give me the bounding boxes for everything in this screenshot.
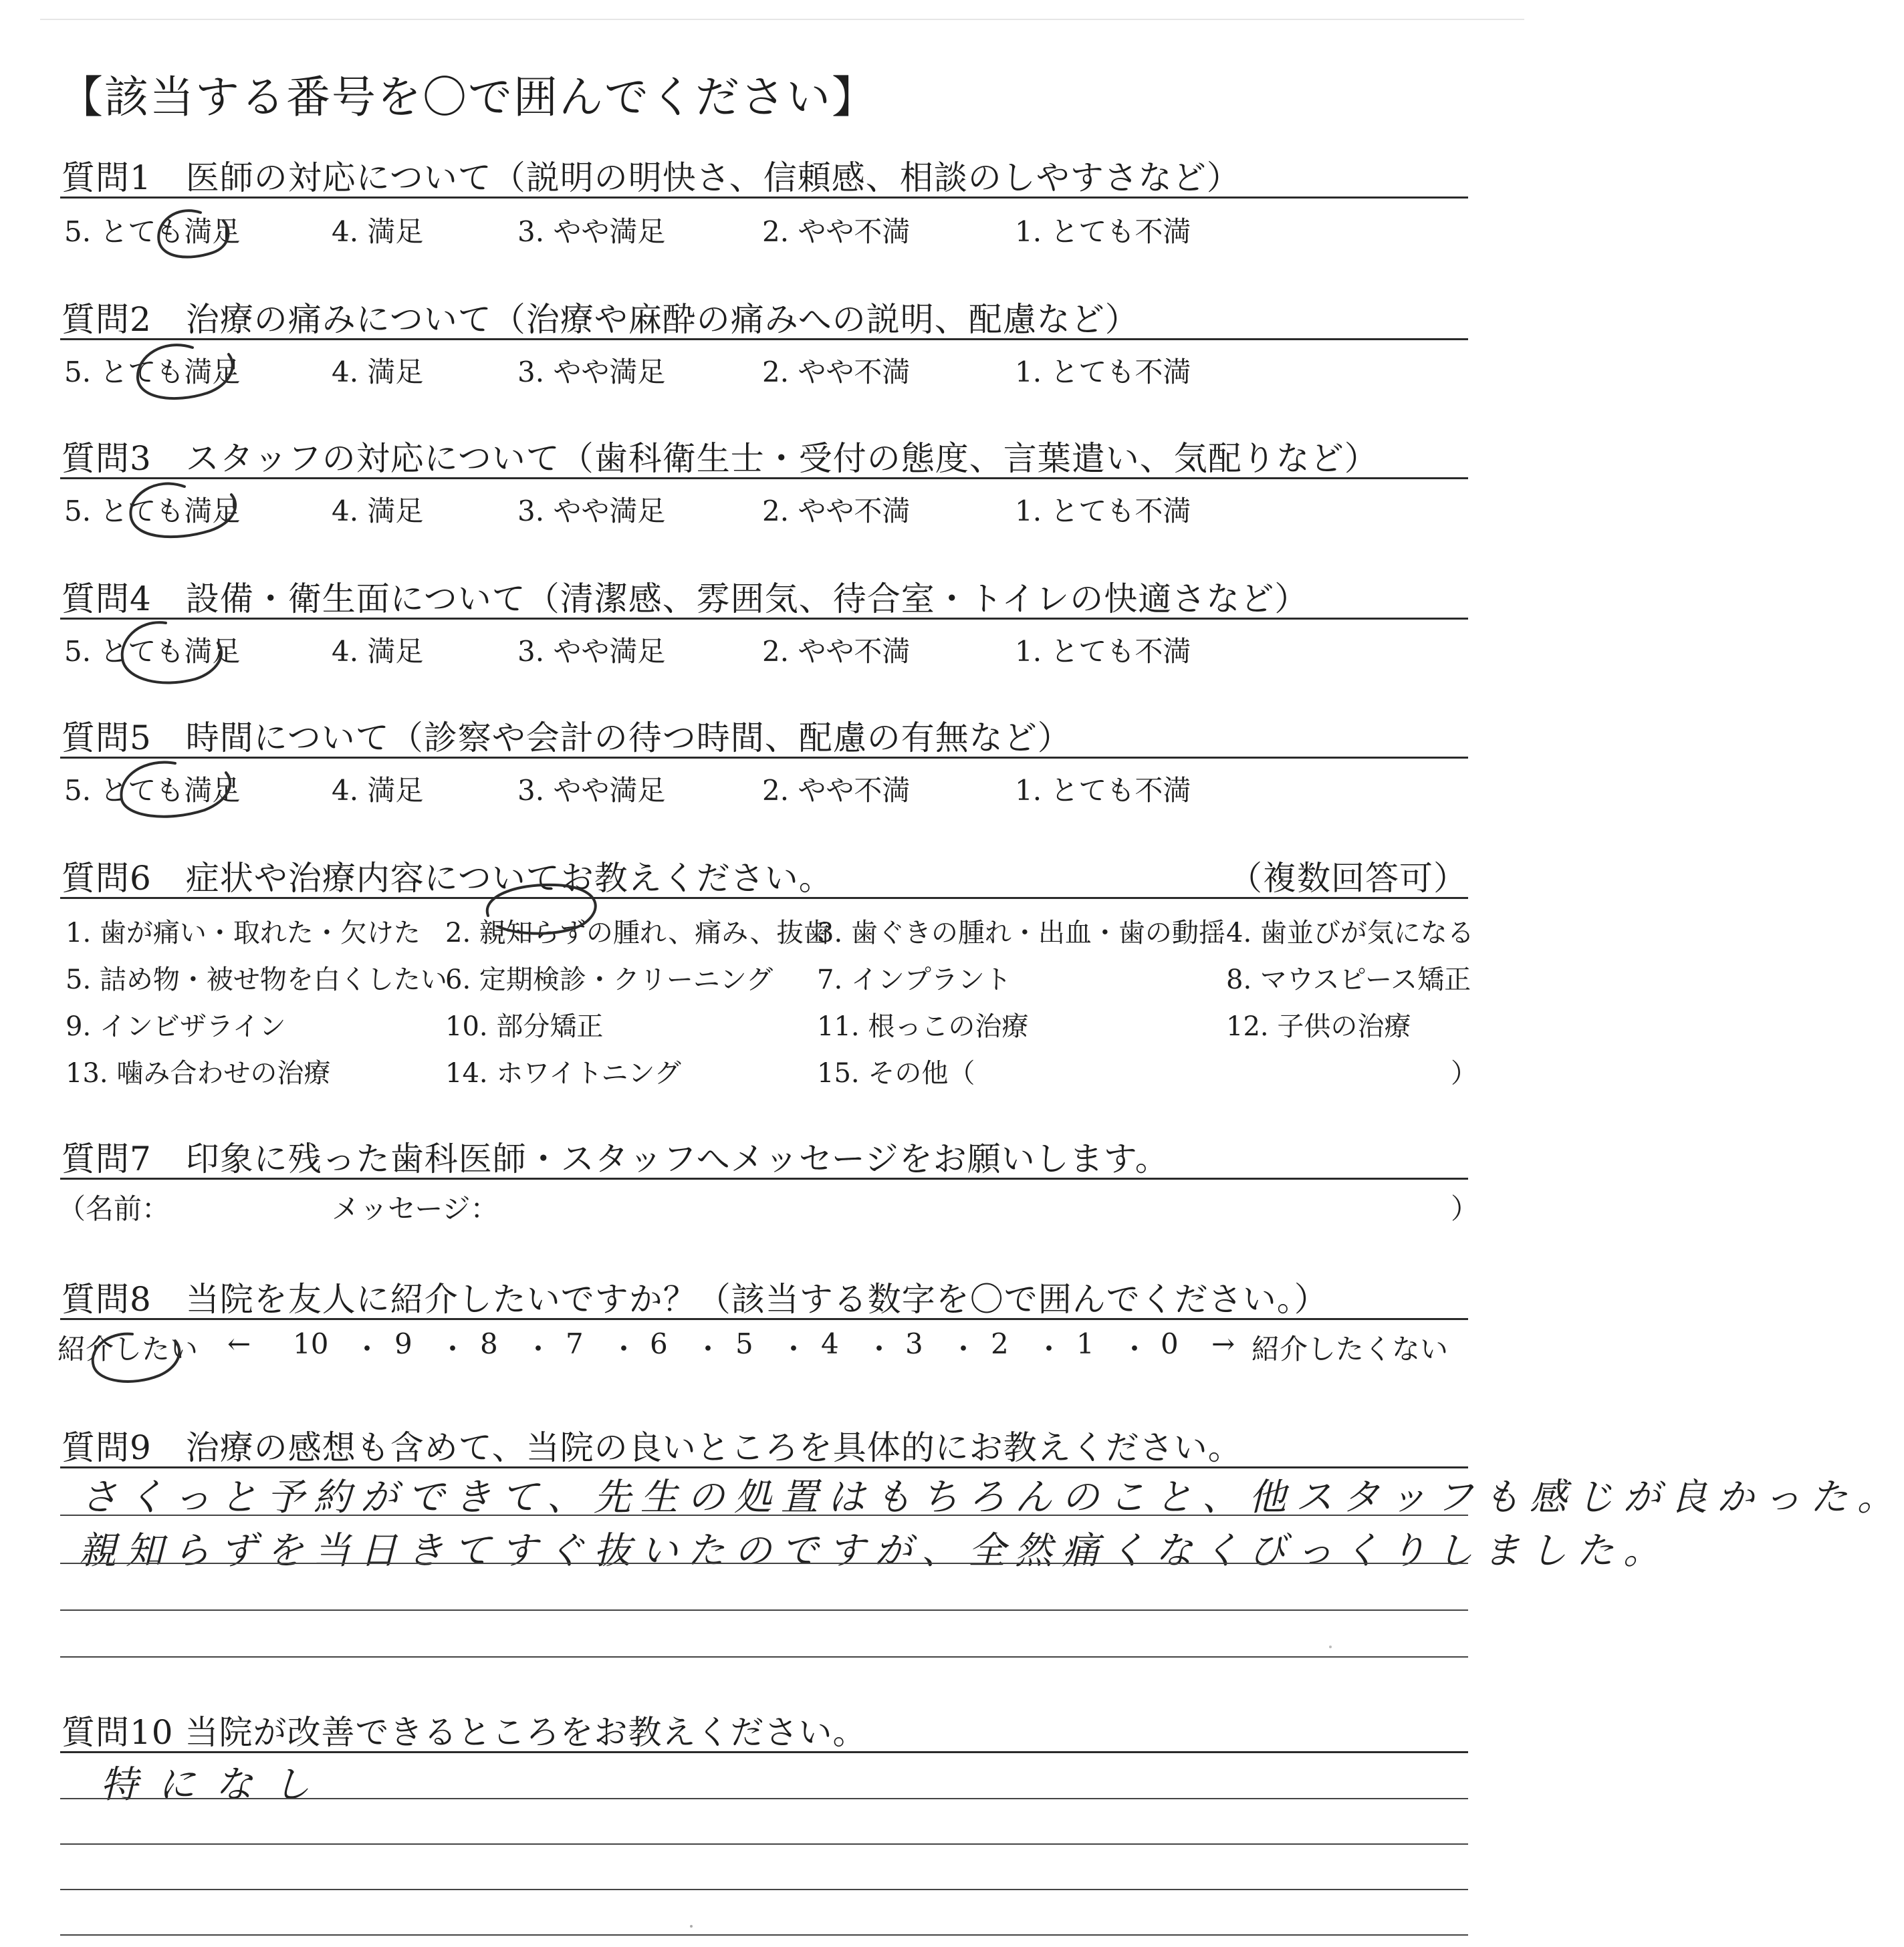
question-4-rule <box>60 618 1468 620</box>
q8-scale-dot: ・ <box>694 1333 723 1366</box>
q6-option-9[interactable]: 9. インビザライン <box>66 1011 286 1042</box>
q6-option-5[interactable]: 5. 詰め物・被せ物を白くしたい <box>66 964 447 995</box>
q8-left-arrow: ← <box>227 1327 251 1360</box>
q6-option-4[interactable]: 4. 歯並びが気になる <box>1226 918 1474 948</box>
scan-speck <box>690 1925 693 1928</box>
q3-option-1[interactable]: 1. とても不満 <box>1015 495 1191 527</box>
q4-option-5[interactable]: 5. とても満足 <box>64 635 241 668</box>
question-7-rule <box>60 1178 1468 1180</box>
q1-option-1[interactable]: 1. とても不満 <box>1015 215 1191 248</box>
q8-scale-dot: ・ <box>353 1333 382 1366</box>
q6-option-13[interactable]: 13. 噛み合わせの治療 <box>66 1058 331 1089</box>
q8-scale-9[interactable]: 9 <box>394 1327 412 1360</box>
q6-option-7[interactable]: 7. インプラント <box>817 964 1012 995</box>
q9-answer-line-2: 親知らずを当日きてすぐ抜いたのですが、全然痛くなくびっくりしました。 <box>79 1529 1670 1573</box>
q9-answer-rule <box>60 1656 1468 1658</box>
question-1-rule <box>60 197 1468 199</box>
q10-answer-rule <box>60 1798 1468 1799</box>
question-2-rule <box>60 338 1468 340</box>
q3-option-2[interactable]: 2. やや不満 <box>762 495 911 527</box>
q8-scale-dot: ・ <box>1120 1333 1149 1366</box>
q8-right-label[interactable]: 紹介したくない <box>1252 1333 1449 1366</box>
scan-speck <box>1329 1646 1332 1648</box>
question-4-label: 質問4 設備・衛生面について（清潔感、雰囲気、待合室・トイレの快適さなど） <box>62 579 1309 618</box>
q10-answer-rule <box>60 1843 1468 1845</box>
q5-option-4[interactable]: 4. 満足 <box>332 774 424 807</box>
page-title: 【該当する番号を〇で囲んでください】 <box>59 72 877 123</box>
q8-scale-dot: ・ <box>439 1333 467 1366</box>
q1-option-3[interactable]: 3. やや満足 <box>517 215 666 248</box>
q2-option-5[interactable]: 5. とても満足 <box>64 356 241 388</box>
q2-option-3[interactable]: 3. やや満足 <box>517 356 666 388</box>
q5-option-2[interactable]: 2. やや不満 <box>762 774 911 807</box>
q8-scale-6[interactable]: 6 <box>650 1327 668 1360</box>
q9-answer-rule <box>60 1563 1468 1564</box>
question-10-label: 質問10 当院が改善できるところをお教えください。 <box>62 1713 867 1752</box>
q1-option-5[interactable]: 5. とても満足 <box>64 215 241 248</box>
q10-answer-line-1: 特になし <box>100 1763 330 1807</box>
q8-scale-dot: ・ <box>865 1333 894 1366</box>
q8-scale-1[interactable]: 1 <box>1076 1327 1094 1360</box>
q3-option-4[interactable]: 4. 満足 <box>332 495 424 527</box>
question-9-label: 質問9 治療の感想も含めて、当院の良いところを具体的にお教えください。 <box>62 1428 1242 1467</box>
q9-answer-rule <box>60 1609 1468 1611</box>
q5-option-1[interactable]: 1. とても不満 <box>1015 774 1191 807</box>
q10-answer-rule <box>60 1934 1468 1936</box>
q2-option-1[interactable]: 1. とても不満 <box>1015 356 1191 388</box>
q6-option-10[interactable]: 10. 部分矯正 <box>445 1011 604 1042</box>
q6-option-8[interactable]: 8. マウスピース矯正 <box>1226 964 1471 995</box>
q7-message-label: メッセージ： <box>332 1192 499 1225</box>
q9-answer-rule <box>60 1515 1468 1516</box>
question-5-rule <box>60 757 1468 759</box>
question-6-label: 質問6 症状や治療内容についてお教えください。 <box>62 859 833 898</box>
question-8-rule <box>60 1318 1468 1320</box>
q8-scale-0[interactable]: 0 <box>1161 1327 1179 1360</box>
q6-option-11[interactable]: 11. 根っこの治療 <box>817 1011 1029 1042</box>
q8-scale-dot: ・ <box>780 1333 808 1366</box>
q6-option-14[interactable]: 14. ホワイトニング <box>445 1058 681 1089</box>
q6-option-15-close: ） <box>1451 1058 1477 1089</box>
q9-answer-line-1: さくっと予約ができて、先生の処置はもちろんのこと、他スタッフも感じが良かった。 <box>80 1476 1904 1519</box>
q8-scale-dot: ・ <box>1035 1333 1064 1366</box>
q6-option-12[interactable]: 12. 子供の治療 <box>1226 1011 1411 1042</box>
q1-option-4[interactable]: 4. 満足 <box>332 215 424 248</box>
q3-option-3[interactable]: 3. やや満足 <box>517 495 666 527</box>
question-6-rule <box>60 897 1468 899</box>
q1-option-2[interactable]: 2. やや不満 <box>762 215 911 248</box>
q8-scale-10[interactable]: 10 <box>293 1327 329 1360</box>
q7-close: ） <box>1451 1192 1479 1225</box>
q2-option-2[interactable]: 2. やや不満 <box>762 356 911 388</box>
question-10-rule <box>60 1751 1468 1753</box>
q6-option-1[interactable]: 1. 歯が痛い・取れた・欠けた <box>66 918 421 948</box>
question-3-label: 質問3 スタッフの対応について（歯科衛生士・受付の態度、言葉遣い、気配りなど） <box>62 439 1379 478</box>
question-1-label: 質問1 医師の対応について（説明の明快さ、信頼感、相談のしやすさなど） <box>62 158 1241 197</box>
q8-left-label[interactable]: 紹介したい <box>57 1333 199 1366</box>
q8-scale-5[interactable]: 5 <box>735 1327 753 1360</box>
question-8-label: 質問8 当院を友人に紹介したいですか？（該当する数字を〇で囲んでください。） <box>62 1280 1328 1319</box>
q8-scale-2[interactable]: 2 <box>991 1327 1009 1360</box>
question-7-label: 質問7 印象に残った歯科医師・スタッフへメッセージをお願いします。 <box>62 1140 1169 1178</box>
question-5-label: 質問5 時間について（診察や会計の待つ時間、配慮の有無など） <box>62 719 1072 757</box>
q8-scale-7[interactable]: 7 <box>566 1327 584 1360</box>
q8-right-arrow: → <box>1211 1327 1235 1360</box>
q10-answer-rule <box>60 1889 1468 1890</box>
q8-scale-4[interactable]: 4 <box>821 1327 839 1360</box>
question-6-note: （複数回答可） <box>1229 859 1467 898</box>
q2-option-4[interactable]: 4. 満足 <box>332 356 424 388</box>
question-3-rule <box>60 477 1468 479</box>
q8-scale-3[interactable]: 3 <box>905 1327 923 1360</box>
q6-option-3[interactable]: 3. 歯ぐきの腫れ・出血・歯の動揺 <box>817 918 1225 948</box>
q8-scale-8[interactable]: 8 <box>480 1327 498 1360</box>
q6-option-15[interactable]: 15. その他（ <box>817 1058 975 1089</box>
q4-option-4[interactable]: 4. 満足 <box>332 635 424 668</box>
q6-option-2[interactable]: 2. 親知らずの腫れ、痛み、抜歯 <box>445 918 830 948</box>
question-2-label: 質問2 治療の痛みについて（治療や麻酔の痛みへの説明、配慮など） <box>62 300 1139 339</box>
q3-option-5[interactable]: 5. とても満足 <box>64 495 241 527</box>
q8-scale-dot: ・ <box>610 1333 638 1366</box>
page-edge <box>40 19 1524 20</box>
q5-option-5[interactable]: 5. とても満足 <box>64 774 241 807</box>
q6-option-6[interactable]: 6. 定期検診・クリーニング <box>445 964 774 995</box>
q8-scale-dot: ・ <box>524 1333 553 1366</box>
q4-option-3[interactable]: 3. やや満足 <box>517 635 666 668</box>
q5-option-3[interactable]: 3. やや満足 <box>517 774 666 807</box>
q7-name-label: （名前： <box>57 1192 170 1225</box>
q4-option-1[interactable]: 1. とても不満 <box>1015 635 1191 668</box>
q8-scale-dot: ・ <box>949 1333 978 1366</box>
q4-option-2[interactable]: 2. やや不満 <box>762 635 911 668</box>
